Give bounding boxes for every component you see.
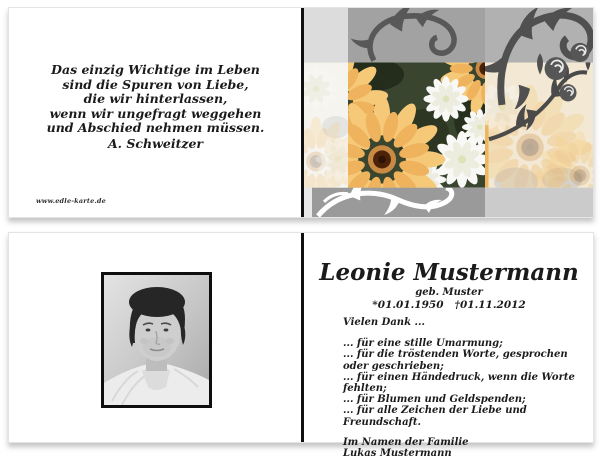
deceased-name: Leonie Mustermann bbox=[319, 259, 579, 286]
quote-line: die wir hinterlassen, bbox=[83, 91, 228, 107]
thanks-line: ... für einen Händedruck, wenn die Worte fehlten; bbox=[343, 371, 575, 395]
card-fold-line bbox=[301, 233, 304, 442]
life-dates: *01.01.1950 †01.11.2012 bbox=[372, 299, 526, 311]
thanks-text bbox=[343, 317, 588, 459]
memorial-quote bbox=[9, 63, 302, 152]
birth-name: geb. Muster bbox=[415, 287, 483, 298]
quote-line: sind die Spuren von Liebe, bbox=[62, 76, 249, 92]
closing-text bbox=[343, 437, 588, 459]
thanks-line: ... für eine stille Umarmung; bbox=[343, 338, 503, 350]
flower-collage-graphic bbox=[304, 8, 593, 217]
portrait-photo-graphic bbox=[104, 275, 209, 405]
closing-line: Im Namen der Familie bbox=[343, 436, 469, 448]
portrait-photo bbox=[101, 272, 212, 408]
thanks-line: ... für die tröstenden Worte, gesprochen oder geschrieben; bbox=[343, 349, 568, 372]
card-inside-spread[interactable] bbox=[8, 232, 594, 459]
quote-author: A. Schweitzer bbox=[107, 135, 203, 151]
thanks-line: ... für Blumen und Geldspenden; bbox=[343, 394, 526, 406]
inside-right-panel bbox=[305, 233, 593, 459]
quote-line: und Abschied nehmen müssen. bbox=[46, 120, 265, 136]
card-fold-line bbox=[301, 8, 304, 217]
card-outside-spread[interactable] bbox=[8, 7, 594, 218]
quote-line: Das einzig Wichtige im Leben bbox=[51, 62, 260, 77]
closing-line: Lukas Mustermann bbox=[343, 448, 452, 459]
floral-collage-artwork bbox=[304, 8, 593, 217]
thanks-line: ... für alle Zeichen der Liebe und Freundschaft. bbox=[343, 405, 527, 428]
quote-line: wenn wir ungefragt weggehen bbox=[49, 105, 262, 121]
thanks-intro: Vielen Dank ... bbox=[343, 317, 425, 328]
website-url: www.edle-karte.de bbox=[36, 197, 106, 205]
